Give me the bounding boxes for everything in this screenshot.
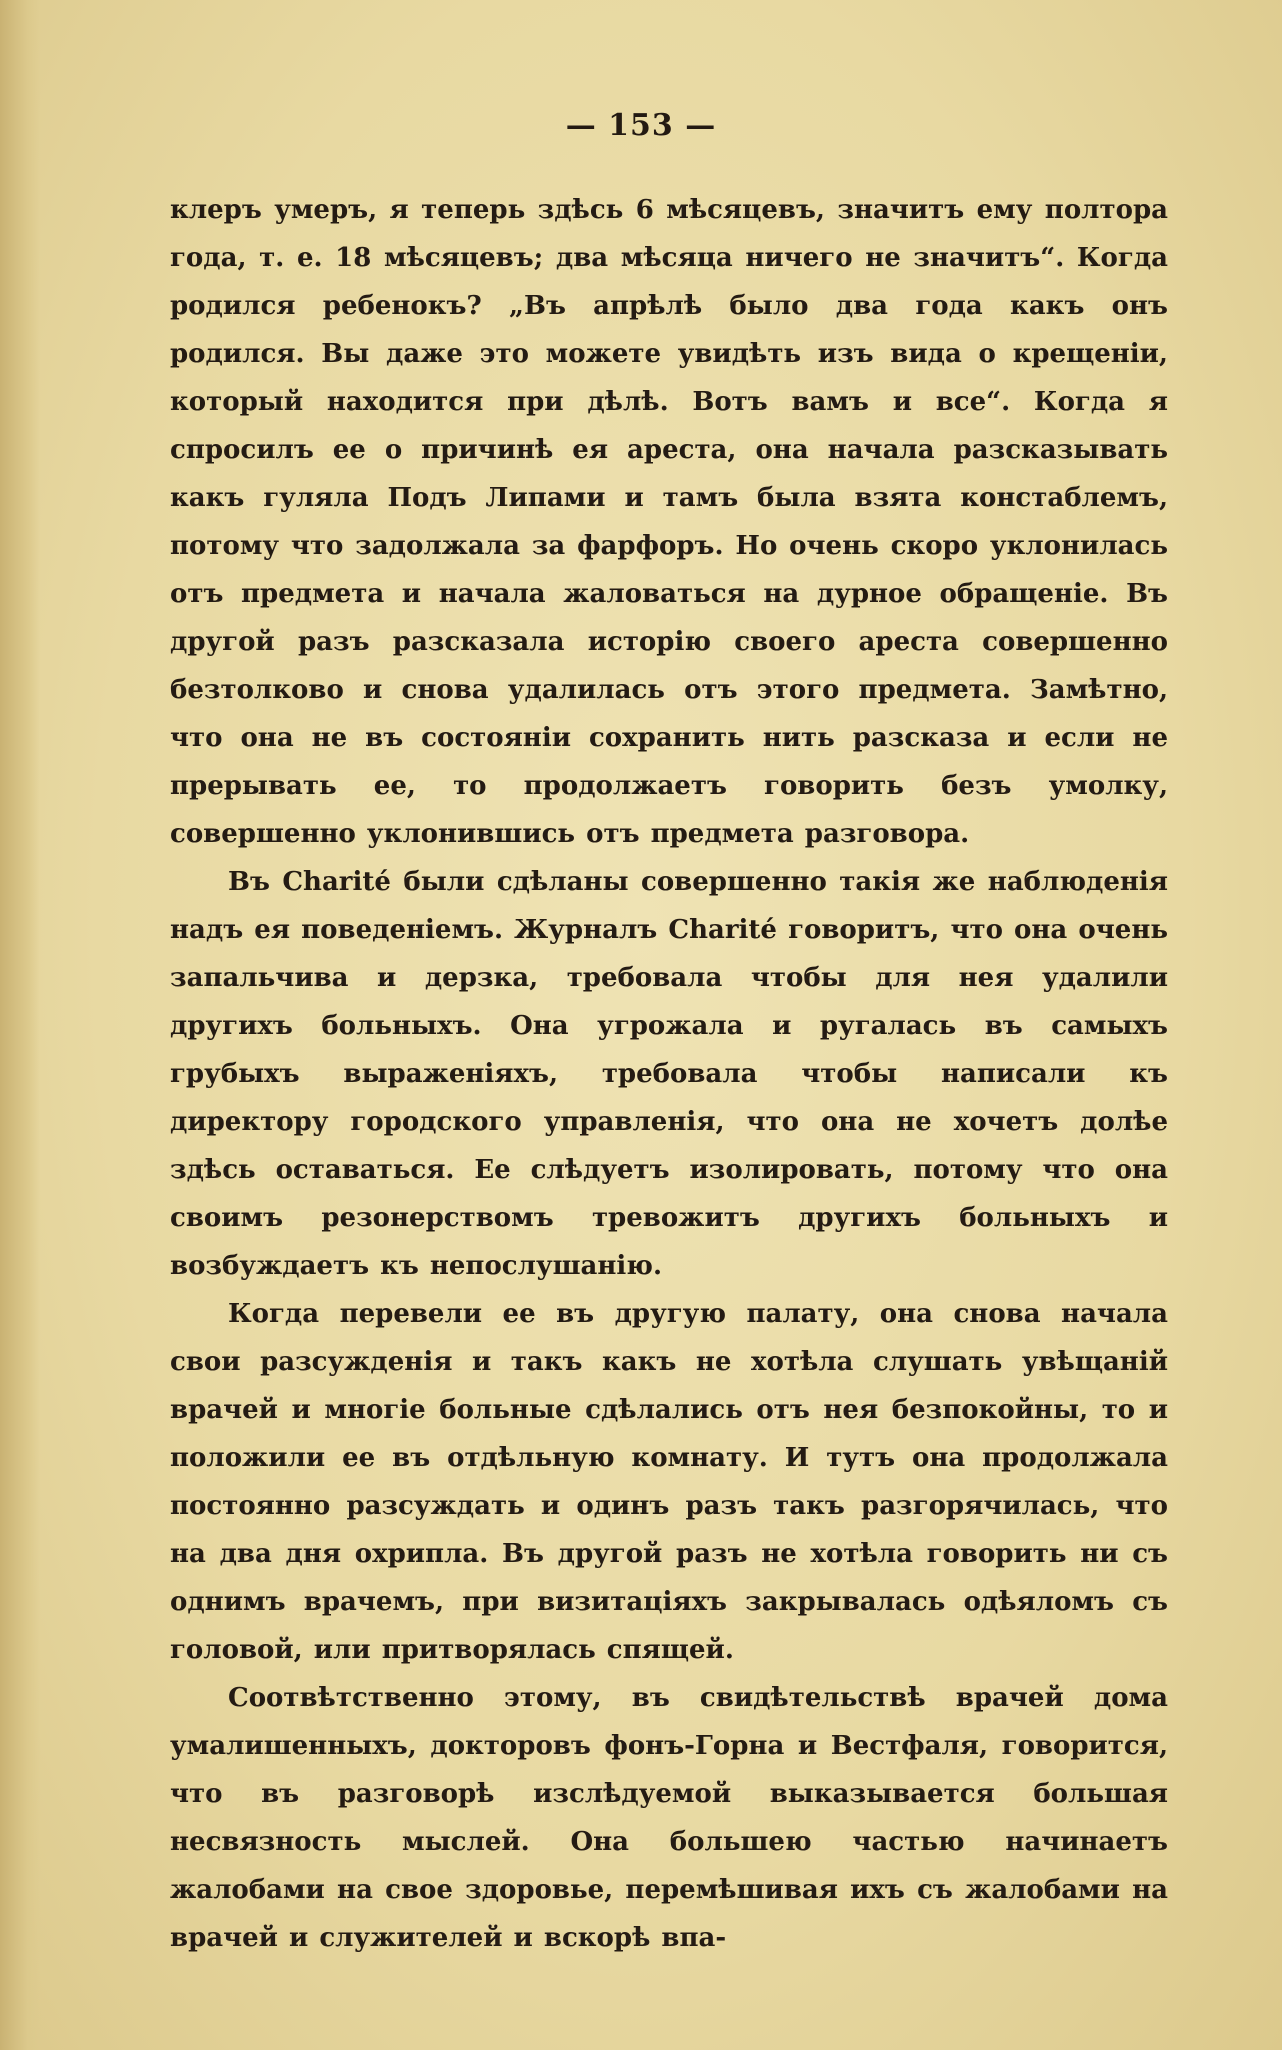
paragraph-4: Соотвѣтственно этому, въ свидѣтельствѣ врачей дома умалишенныхъ, докторовъ фонъ-Горна и Вестфаля, говорится, что въ разговорѣ изслѣдуемой выказывается большая несвязность мыслей. Она большею частью начинаетъ жалобами на свое здоровье, перемѣшивая ихъ съ жалобами на врачей и служителей и вскорѣ впа-	[170, 1683, 1168, 1953]
paragraph-3: Когда перевели ее въ другую палату, она снова начала свои разсужденiя и такъ какъ не хотѣла слушать увѣщанiй врачей и многiе больные сдѣлались отъ нея безпокойны, то и положили ее въ отдѣльную комнату. И тутъ она продолжала постоянно разсуждать и одинъ разъ такъ разгорячилась, что на два дня охрипла. Въ другой разъ не хотѣла говорить ни съ однимъ врачемъ, при визитацiяхъ закрывалась одѣяломъ съ головой, или притворялась спящей.	[170, 1299, 1168, 1665]
paragraph-2: Въ Charité были сдѣланы совершенно такiя же наблюденiя надъ ея поведенiемъ. Журналъ Charité говоритъ, что она очень запальчива и дерзка, требовала чтобы для нея удалили другихъ больныхъ. Она угрожала и ругалась въ самыхъ грубыхъ выраженiяхъ, требовала чтобы написали къ директору городского управленiя, что она не хочетъ долѣе здѣсь оставаться. Ее слѣдуетъ изолировать, потому что она своимъ резонерствомъ тревожитъ другихъ больныхъ и возбуждаетъ къ непослушанiю.	[170, 867, 1168, 1281]
body-text	[170, 186, 1168, 1962]
paragraph-1: клеръ умеръ, я теперь здѣсь 6 мѣсяцевъ, значитъ ему полтора года, т. е. 18 мѣсяцевъ; два мѣсяца ничего не значитъ“. Когда родился ребенокъ? „Въ апрѣлѣ было два года какъ онъ родился. Вы даже это можете увидѣть изъ вида о крещенiи, который находится при дѣлѣ. Вотъ вамъ и все“. Когда я спросилъ ее о причинѣ ея ареста, она начала разсказывать какъ гуляла Подъ Липами и тамъ была взята констаблемъ, потому что задолжала за фарфоръ. Но очень скоро уклонилась отъ предмета и начала жаловаться на дурное обращенiе. Въ другой разъ разсказала исторiю своего ареста совершенно безтолково и снова удалилась отъ этого предмета. Замѣтно, что она не въ состоянiи сохранить нить разсказа и если не прерывать ее, то продолжаетъ говорить безъ умолку, совершенно уклонившись отъ предмета разговора.	[170, 195, 1168, 849]
page-number: — 153 —	[565, 108, 717, 143]
page-edge-shadow	[0, 0, 40, 2050]
